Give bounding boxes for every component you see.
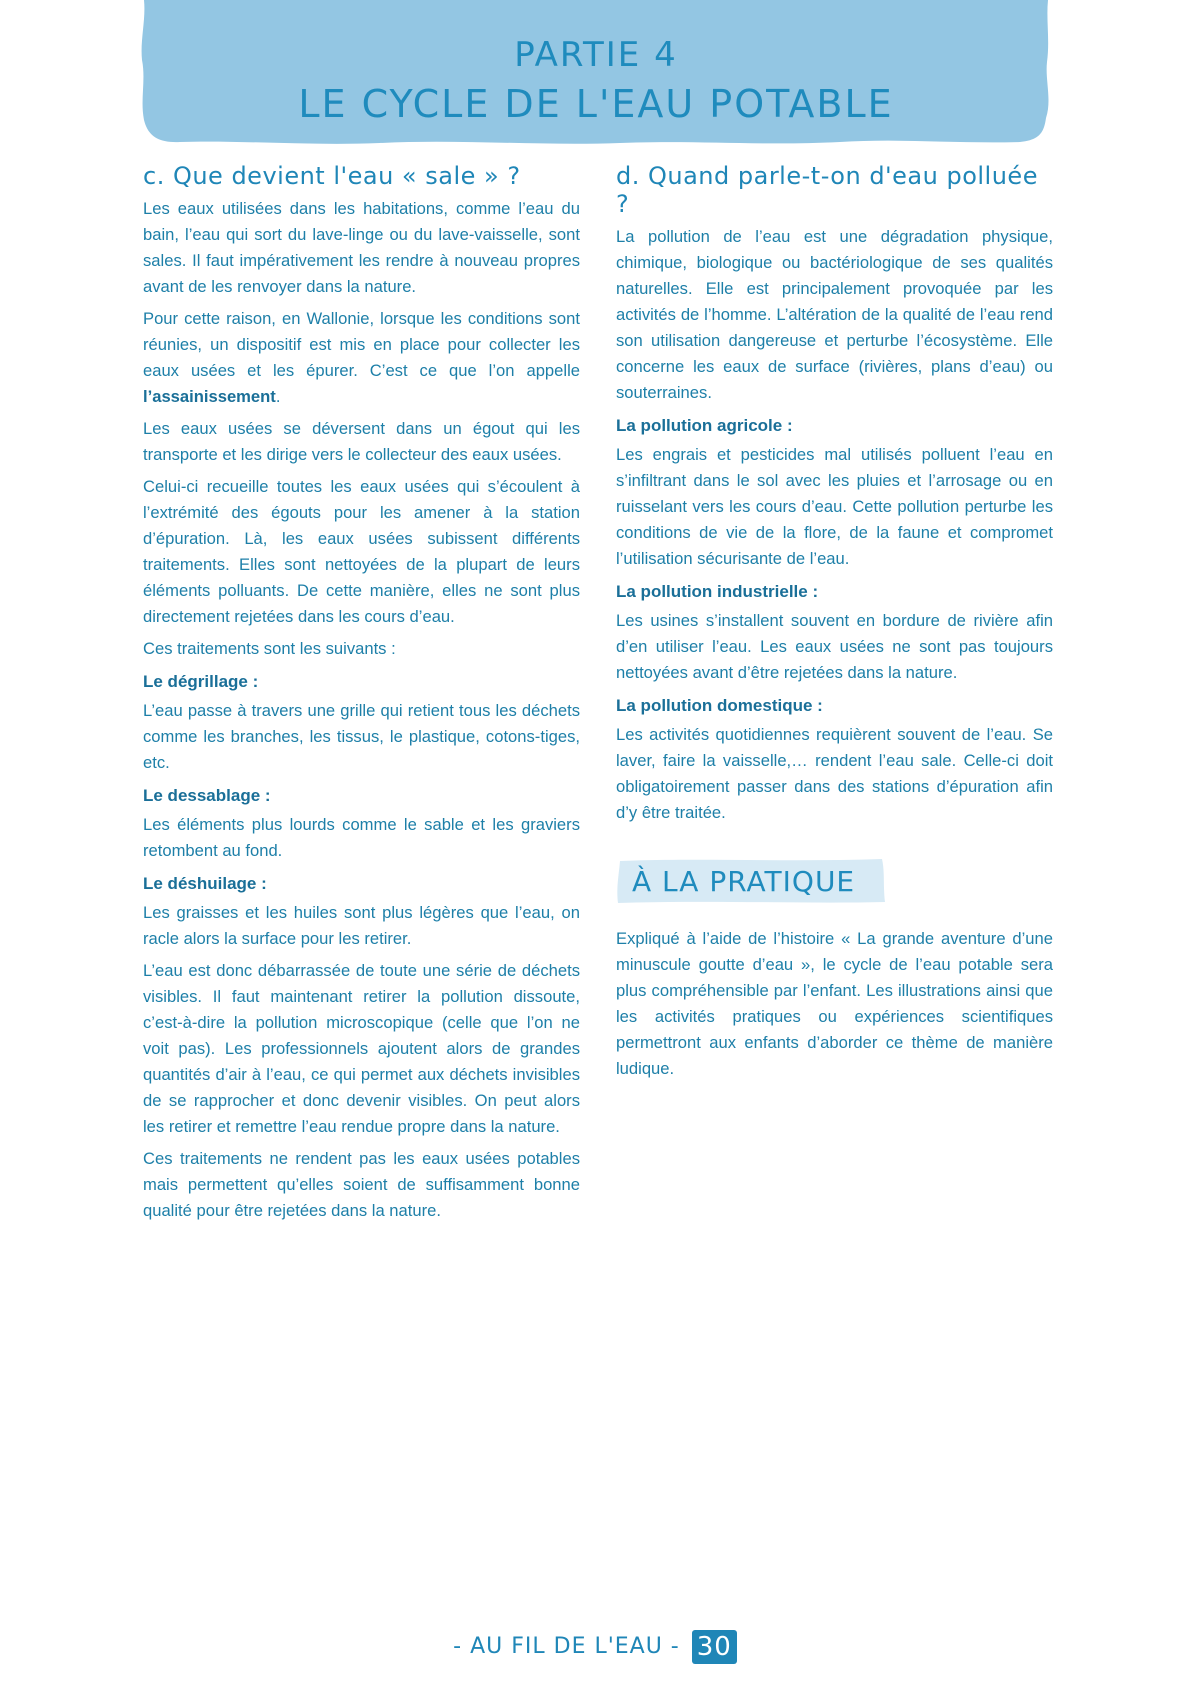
paragraph: Les usines s’installent souvent en bordure de rivière afin d’en utiliser l’eau. Les eaux usées ne sont pas toujours nettoyées avant d’être rejetées dans la nature.: [616, 611, 1053, 682]
part-label: PARTIE 4: [514, 35, 678, 75]
paragraph: Expliqué à l’aide de l’histoire « La grande aventure d’une minuscule goutte d’eau », le cycle de l’eau potable sera plus compréhensible par l’enfant. Les illustrations ainsi que les activités pratiques ou expériences scientifiques permettront aux enfants d’aborder ce thème de manière ludique.: [616, 929, 1053, 1078]
deshuilage-heading: Le déshuilage :: [143, 874, 267, 893]
pratique-badge: [614, 858, 886, 904]
agricole-heading: La pollution agricole :: [616, 416, 793, 435]
chapter-title: LE CYCLE DE L'EAU POTABLE: [298, 82, 894, 126]
domestique-heading: La pollution domestique :: [616, 696, 823, 715]
paragraph: L’eau est donc débarrassée de toute une série de déchets visibles. Il faut maintenant retirer la pollution dissoute, c’est-à-dire la pollution microscopique (celle que l’on ne voit pas). Les professionnels ajoutent alors de grandes quantités d’air à l’eau, ce qui permet aux déchets invisibles de se rapprocher et donc devenir visibles. On peut alors les retirer et remettre l’eau rendue propre dans la nature.: [143, 961, 580, 1136]
section-d-heading: d. Quand parle-t-on d'eau polluée ?: [616, 162, 1038, 218]
assainissement-term: l’assainissement: [143, 387, 276, 406]
paragraph: Les activités quotidiennes requièrent souvent de l’eau. Se laver, faire la vaisselle,… rendent l’eau sale. Celle-ci doit obligatoirement passer dans des stations d’épuration afin d’y être traitée.: [616, 725, 1053, 822]
paragraph: Ces traitements sont les suivants :: [143, 639, 396, 658]
paragraph: Les eaux usées se déversent dans un égout qui les transporte et les dirige vers le collecteur des eaux usées.: [143, 419, 580, 464]
paragraph: Les eaux utilisées dans les habitations, comme l’eau du bain, l’eau qui sort du lave-linge ou du lave-vaisselle, sont sales. Il faut impérativement les rendre à nouveau propres avant de les renvoyer dans la nature.: [143, 199, 580, 296]
paragraph: Pour cette raison, en Wallonie, lorsque les conditions sont réunies, un dispositif est mis en place pour collecter les eaux usées et les épurer. C’est ce que l’on appelle l’assainissement.: [143, 309, 580, 406]
degrillage-heading: Le dégrillage :: [143, 672, 259, 691]
paragraph: La pollution de l’eau est une dégradation physique, chimique, biologique ou bactériologique de ses qualités naturelles. Elle est principalement provoquée par les activités de l’homme. L’altération de la qualité de l’eau rend son utilisation dangereuse et perturbe l’écosystème. Elle concerne les eaux de surface (rivières, plans d’eau) ou souterraines.: [616, 227, 1053, 402]
industrielle-heading: La pollution industrielle :: [616, 582, 819, 601]
right-column: [616, 162, 1053, 1088]
paragraph: Les éléments plus lourds comme le sable et les graviers retombent au fond.: [143, 815, 580, 860]
page-footer: [0, 1630, 1190, 1664]
footer-title: - AU FIL DE L'EAU -: [453, 1634, 680, 1659]
page-number: 30: [692, 1630, 737, 1664]
paragraph: Celui-ci recueille toutes les eaux usées qui s’écoulent à l’extrémité des égouts pour les amener à la station d’épuration. Là, les eaux usées subissent différents traitements. Elles sont nettoyées de la plupart de leurs éléments polluants. De cette manière, elles ne sont plus directement rejetées dans les cours d’eau.: [143, 477, 580, 626]
paragraph: L’eau passe à travers une grille qui retient tous les déchets comme les branches, les tissus, le plastique, cotons-tiges, etc.: [143, 701, 580, 772]
dessablage-heading: Le dessablage :: [143, 786, 271, 805]
paragraph: Les engrais et pesticides mal utilisés polluent l’eau en s’infiltrant dans le sol avec les pluies et l’arrosage ou en ruisselant vers les cours d’eau. Cette pollution perturbe les conditions de vie de la flore, de la faune et compromet l’utilisation sécurisante de l’eau.: [616, 445, 1053, 568]
paragraph: Ces traitements ne rendent pas les eaux usées potables mais permettent qu’elles soient de suffisamment bonne qualité pour être rejetées dans la nature.: [143, 1149, 580, 1220]
header-banner: [140, 0, 1052, 148]
page-title: [140, 32, 1052, 130]
pratique-title: À LA PRATIQUE: [632, 865, 856, 898]
section-c-heading: c. Que devient l'eau « sale » ?: [143, 162, 521, 190]
paragraph: Les graisses et les huiles sont plus légères que l’eau, on racle alors la surface pour les retirer.: [143, 903, 580, 948]
left-column: [143, 162, 580, 1230]
